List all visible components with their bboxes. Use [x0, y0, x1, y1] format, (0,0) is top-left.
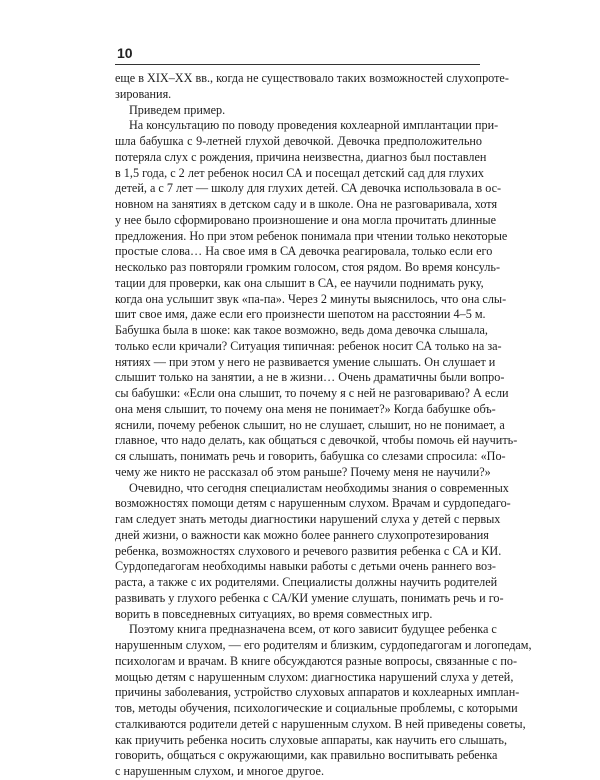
text-line: возможностях помощи детям с нарушенным слухом. Врачам и сурдопедаго- — [115, 496, 511, 511]
text-line: психологам и врачам. В книге обсуждаются разные вопросы, связанные с по- — [115, 653, 518, 668]
text-line: она меня слышит, то почему она меня не понимает?» Когда бабушке объ- — [115, 401, 496, 416]
text-line: яснили, почему ребенок слышит, но не слушает, слышит, но не понимает, а — [115, 417, 505, 432]
text-line: в 1,5 года, с 2 лет ребенок носил СА и посещал детский сад для глухих — [115, 165, 484, 180]
text-line: Приведем пример. — [129, 102, 226, 117]
text-line: тов, методы обучения, психологические и социальные проблемы, с которыми — [115, 701, 518, 715]
text-line: предложения. Но при этом ребенок понимала при чтении только некоторые — [115, 228, 508, 243]
text-line: с нарушенным слухом, и многое другое. — [115, 764, 324, 778]
text-line: развивать у глухого ребенка с СА/КИ умение слушать, понимать речь и го- — [115, 590, 504, 605]
text-line: ворить в повседневных ситуациях, во время совместных игр. — [115, 606, 433, 621]
text-line: нятиях — при этом у него не развивается умение слышать. Он слушает и — [115, 354, 496, 369]
text-line: сталкиваются родители детей с нарушенным слухом. В ней приведены советы, — [115, 716, 526, 731]
text-line: несколько раз повторяли громким голосом, стоя рядом. Во время консуль- — [115, 260, 501, 274]
text-line: шит свое имя, даже если его произнести шепотом на расстоянии 4–5 м. — [115, 307, 486, 322]
text-line: сы бабушки: «Если она слышит, то почему я с ней не разговариваю? А если — [115, 386, 509, 400]
text-line: когда она услышит звук «па-па». Через 2 минуты выяснилось, что она слы- — [115, 291, 507, 306]
text-line: новном на занятиях в детском саду и в школе. Она не разговаривала, хотя — [115, 197, 498, 211]
text-line: зирования. — [115, 86, 172, 101]
header-rule — [115, 64, 480, 65]
text-line: нарушенным слухом, — его родителям и близким, сурдопедагогам и логопедам, — [115, 638, 532, 652]
paragraph-consultation-story — [115, 118, 518, 480]
paragraph-book-purpose — [115, 622, 532, 780]
text-line: шла бабушка с 9-летней глухой девочкой. Девочка предположительно — [115, 134, 482, 148]
text-line: ребенка, возможностях слухового и речевого развития ребенка с СА и КИ. — [115, 543, 502, 558]
text-line: гам следует знать методы диагностики нарушений слуха у детей с первых — [115, 512, 501, 526]
text-line: раста, а также с их родителями. Специалисты должны научить родителей — [115, 575, 498, 589]
paragraph-specialists — [115, 480, 511, 623]
text-line: Сурдопедагогам необходимы навыки работы с детьми очень раннего воз- — [115, 559, 496, 574]
text-line: Очевидно, что сегодня специалистам необходимы знания о современных — [129, 480, 509, 495]
text-line: тации для проверки, как она слышит в СА, ее научили поднимать руку, — [115, 275, 484, 290]
text-line: дней жизни, о важности как можно более раннего слухопротезирования — [115, 527, 489, 542]
text-line: причины заболевания, устройство слуховых аппаратов и кохлеарных имплан- — [115, 685, 520, 700]
text-line: На консультацию по поводу проведения кохлеарной имплантации при- — [129, 118, 499, 133]
text-line: простые слова… На свое имя в СА девочка реагировала, только если его — [115, 244, 493, 259]
text-line: детей, а с 7 лет — школу для глухих детей. СА девочка использовала в ос- — [115, 181, 502, 196]
paragraph-example-intro — [115, 103, 482, 119]
text-line: потеряла слух с рождения, причина неизвестна, диагноз был поставлен — [115, 149, 487, 164]
text-line: ся слышать, понимать речь и говорить, бабушка со слезами спросила: «По- — [115, 449, 506, 463]
text-line: у нее было сформировано произношение и она могла прочитать длинные — [115, 212, 497, 227]
page-body — [115, 71, 532, 780]
text-line: только если кричали? Ситуация типичная: ребенок носит СА только на за- — [115, 338, 502, 353]
text-line: Поэтому книга предназначена всем, от кого зависит будущее ребенка с — [129, 622, 497, 637]
text-line: как приучить ребенка носить слуховые аппараты, как научить его слышать, — [115, 732, 508, 747]
text-line: Бабушка была в шоке: как такое возможно, ведь дома девочка слышала, — [115, 323, 488, 337]
text-line: мощью детям с нарушенным слухом: диагностика нарушений слуха у детей, — [115, 669, 514, 684]
text-line: еще в XIX–XX вв., когда не существовало таких возможностей слухопроте- — [115, 71, 509, 85]
text-line: чему же никто не рассказал об этом раньше? Почему меня не научили?» — [115, 464, 491, 479]
text-line: слышит только на занятии, а не в жизни… Очень драматичны были вопро- — [115, 370, 505, 385]
text-line: главное, что надо делать, как общаться с девочкой, чтобы помочь ей научить- — [115, 433, 518, 448]
page-number: 10 — [117, 45, 133, 61]
text-line: говорить, общаться с окружающими, как правильно воспитывать ребенка — [115, 748, 498, 763]
paragraph-continuation — [115, 71, 509, 103]
